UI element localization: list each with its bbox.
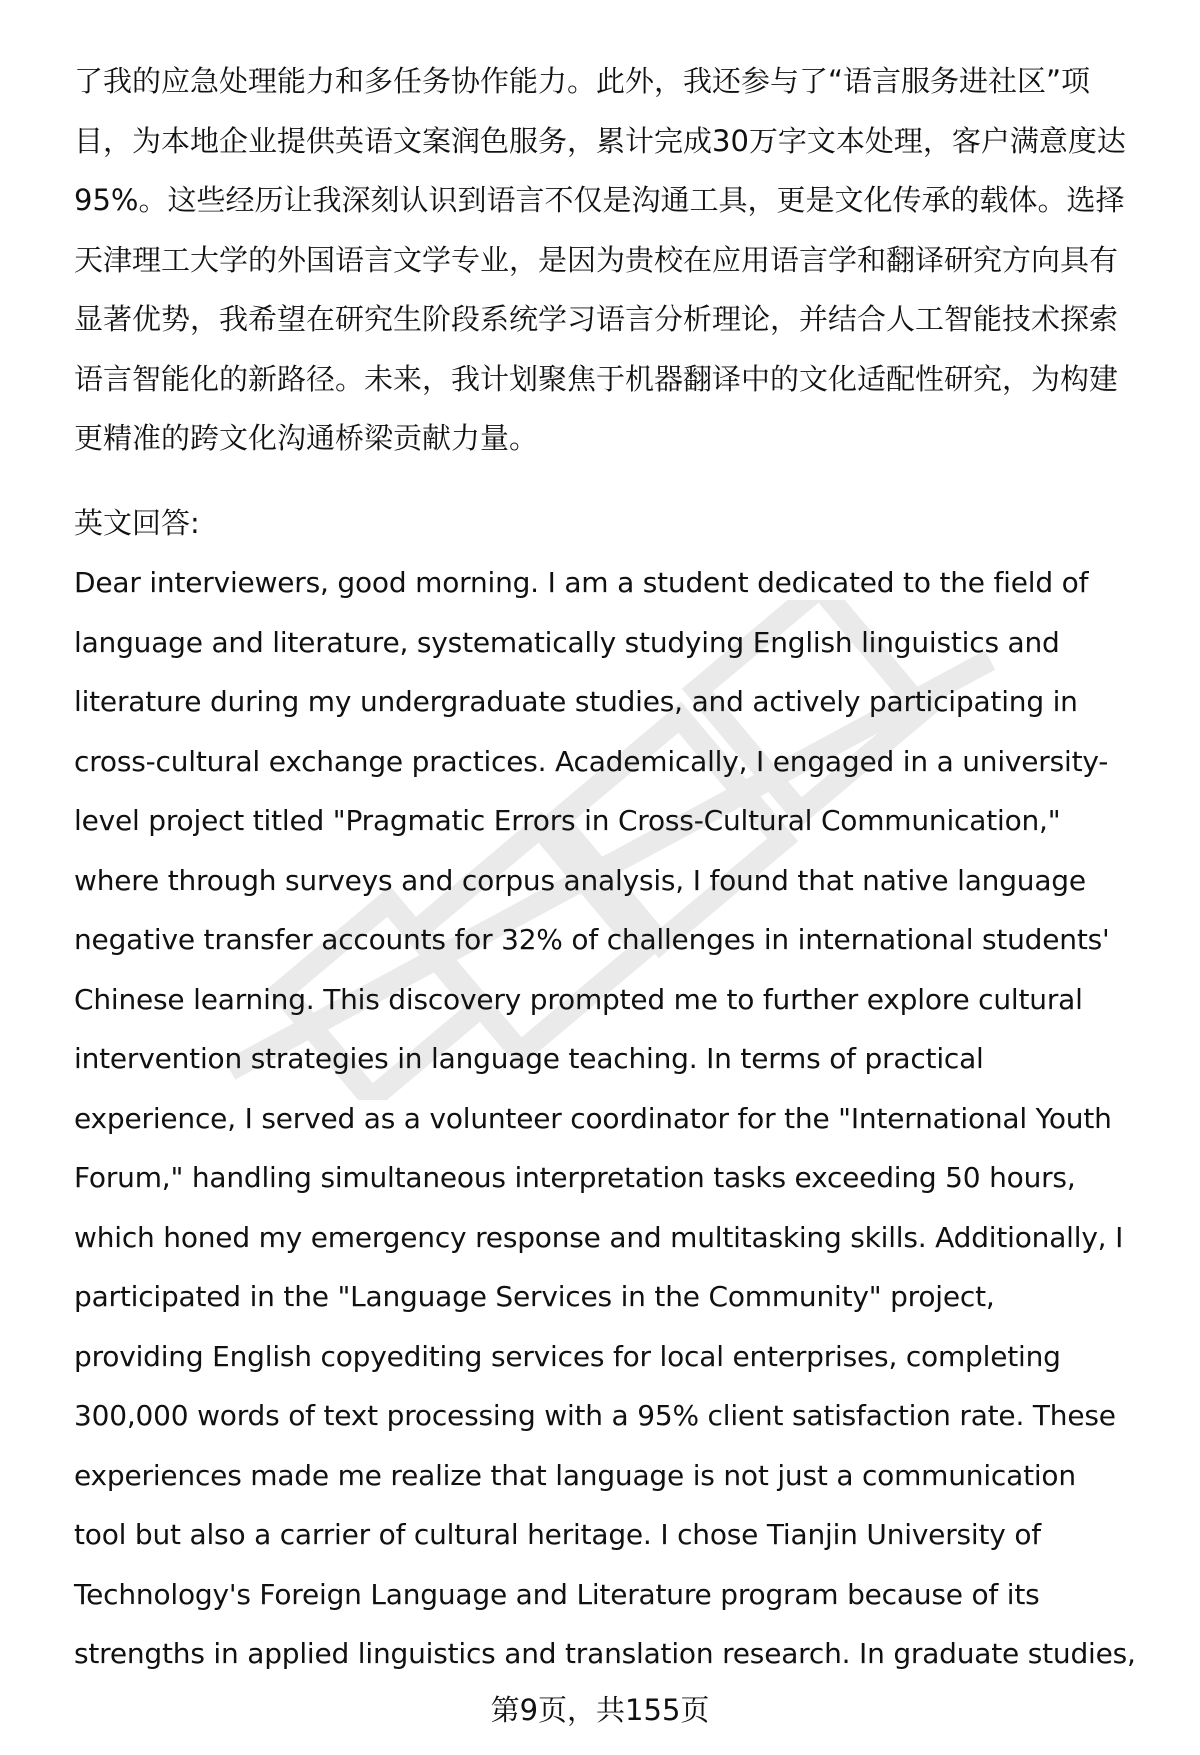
- text-line: tool but also a carrier of cultural heritage. I chose Tianjin University of: [74, 1518, 1041, 1551]
- page-number-footer: 第9页，共155页: [490, 1693, 710, 1727]
- text-line: 了我的应急处理能力和多任务协作能力。此外，我还参与了“语言服务进社区”项: [74, 64, 1091, 98]
- text-line: participated in the "Language Services in the Community" project,: [74, 1280, 995, 1313]
- text-line: Dear interviewers, good morning. I am a student dedicated to the field of: [74, 566, 1089, 599]
- text-line: 更精准的跨文化沟通桥梁贡献力量。: [74, 421, 539, 455]
- english-paragraph: [74, 553, 1154, 1684]
- text-line: 95%。这些经历让我深刻认识到语言不仅是沟通工具，更是文化传承的载体。选择: [74, 183, 1125, 217]
- text-line: Forum," handling simultaneous interpretation tasks exceeding 50 hours,: [74, 1161, 1076, 1194]
- text-line: language and literature, systematically studying English linguistics and: [74, 625, 1060, 659]
- text-line: 语言智能化的新路径。未来，我计划聚焦于机器翻译中的文化适配性研究，为构建: [74, 361, 1119, 396]
- chinese-paragraph: [74, 52, 1154, 469]
- text-line: 目，为本地企业提供英语文案润色服务，累计完成30万字文本处理，客户满意度达: [74, 123, 1126, 158]
- english-answer-label: 英文回答:: [74, 505, 200, 540]
- text-line: experiences made me realize that language is not just a communication: [74, 1458, 1076, 1492]
- text-line: literature during my undergraduate studies, and actively participating in: [74, 685, 1078, 718]
- text-line: experience, I served as a volunteer coordinator for the "International Youth: [74, 1101, 1112, 1135]
- text-line: which honed my emergency response and multitasking skills. Additionally, I: [74, 1220, 1124, 1254]
- page-content: [74, 52, 1154, 1684]
- text-line: cross-cultural exchange practices. Academically, I engaged in a university-: [74, 744, 1109, 778]
- text-line: intervention strategies in language teaching. In terms of practical: [74, 1042, 984, 1075]
- text-line: strengths in applied linguistics and translation research. In graduate studies,: [74, 1637, 1136, 1670]
- text-line: level project titled "Pragmatic Errors in Cross-Cultural Communication,": [74, 804, 1061, 837]
- text-line: 天津理工大学的外国语言文学专业，是因为贵校在应用语言学和翻译研究方向具有: [74, 242, 1119, 277]
- text-line: Technology's Foreign Language and Literature program because of its: [74, 1577, 1040, 1611]
- text-line: 显著优势，我希望在研究生阶段系统学习语言分析理论，并结合人工智能技术探索: [74, 302, 1119, 336]
- text-line: Chinese learning. This discovery prompted me to further explore cultural: [74, 982, 1083, 1016]
- text-line: providing English copyediting services for local enterprises, completing: [74, 1339, 1061, 1373]
- text-line: negative transfer accounts for 32% of challenges in international students': [74, 923, 1110, 956]
- text-line: 300,000 words of text processing with a 95% client satisfaction rate. These: [74, 1399, 1116, 1432]
- text-line: where through surveys and corpus analysis, I found that native language: [74, 863, 1086, 897]
